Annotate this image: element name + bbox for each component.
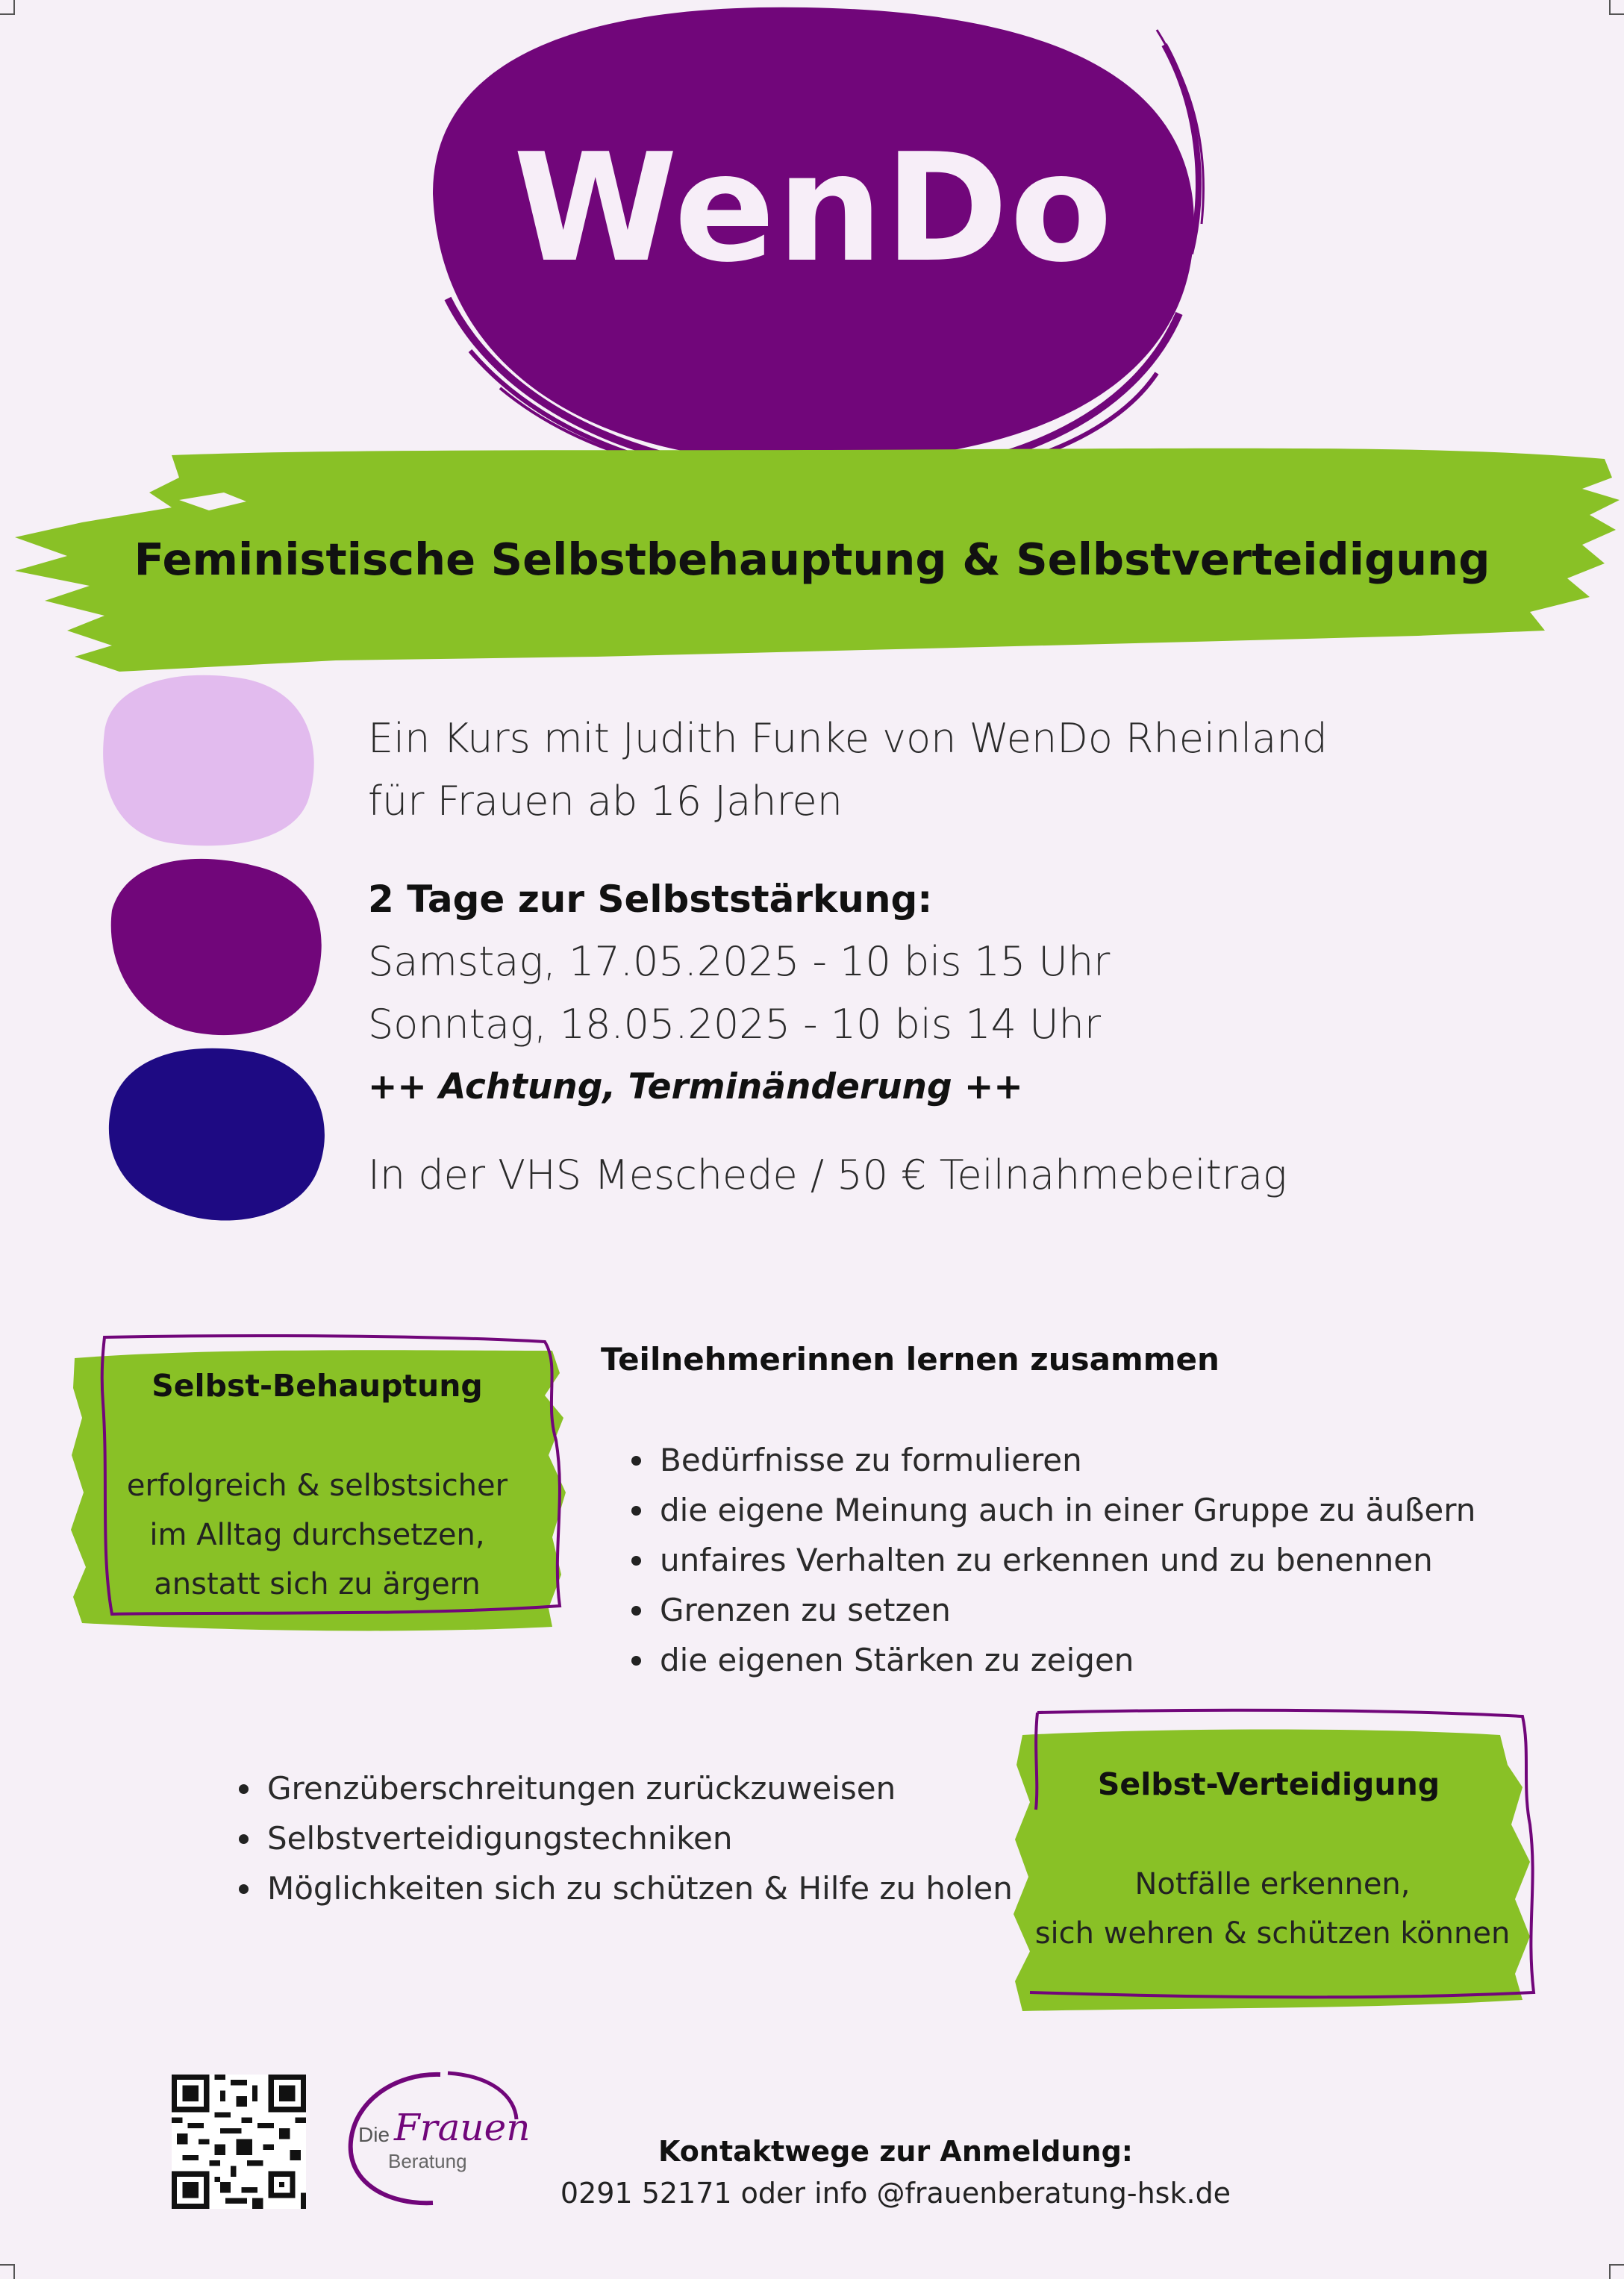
list-item: Grenzen zu setzen <box>631 1585 1475 1635</box>
purple-blob <box>111 859 322 1035</box>
learn-heading: Teilnehmerinnen lernen zusammen <box>601 1341 1219 1378</box>
course-location <box>368 1144 1287 1207</box>
frauenberatung-logo <box>328 2067 537 2209</box>
assertion-line-3: anstatt sich zu ärgern <box>154 1567 481 1601</box>
wendo-logo-text: WenDo <box>513 122 1114 296</box>
assertion-box-title: Selbst-Behauptung <box>152 1368 483 1404</box>
contact-details[interactable]: 0291 52171 oder info @frauenberatung-hsk.de <box>560 2177 1231 2210</box>
navy-blob <box>109 1048 325 1221</box>
date-change-alert: ++ Achtung, Terminänderung ++ <box>368 1066 1023 1107</box>
location-fee: In der VHS Meschede / 50 € Teilnahmebeitrag <box>368 1151 1287 1198</box>
qr-code <box>172 2075 306 2209</box>
banner-title: Feministische Selbstbehauptung & Selbstverteidigung <box>134 534 1490 585</box>
list-item: Selbstverteidigungstechniken <box>239 1813 1013 1863</box>
learn-list <box>631 1435 1475 1685</box>
defense-line-2: sich wehren & schützen können <box>1034 1916 1511 1951</box>
list-item: Möglichkeiten sich zu schützen & Hilfe zu holen <box>239 1863 1013 1913</box>
course-info <box>368 707 1328 833</box>
list-item: Grenzüberschreitungen zurückzuweisen <box>239 1763 1013 1813</box>
list-item: die eigenen Stärken zu zeigen <box>631 1635 1475 1685</box>
days-heading: 2 Tage zur Selbststärkung: <box>368 878 933 921</box>
day-saturday: Samstag, 17.05.2025 - 10 bis 15 Uhr <box>368 938 1111 985</box>
info-instructor: Ein Kurs mit Judith Funke von WenDo Rheinland <box>368 715 1328 762</box>
course-dates <box>368 868 1110 1119</box>
assertion-box-text <box>90 1461 545 1609</box>
day-sunday: Sonntag, 18.05.2025 - 10 bis 14 Uhr <box>368 1001 1102 1048</box>
lavender-blob <box>103 675 314 846</box>
crop-mark-bottom-left <box>0 2264 15 2279</box>
contact-block <box>522 2130 1269 2214</box>
defense-box-title: Selbst-Verteidigung <box>1097 1766 1440 1802</box>
info-audience: für Frauen ab 16 Jahren <box>368 778 843 825</box>
list-item: Bedürfnisse zu formulieren <box>631 1435 1475 1485</box>
crop-mark-top-left <box>0 0 15 15</box>
defense-line-1: Notfälle erkennen, <box>1134 1867 1411 1901</box>
list-item: unfaires Verhalten zu erkennen und zu benennen <box>631 1535 1475 1585</box>
logo-die: Die <box>358 2123 390 2146</box>
contact-title: Kontaktwege zur Anmeldung: <box>658 2135 1133 2168</box>
defense-box-text <box>1022 1860 1522 1958</box>
color-blobs <box>90 664 343 1231</box>
logo-frauen: Frauen <box>394 2106 531 2149</box>
assertion-line-1: erfolgreich & selbstsicher <box>126 1469 508 1503</box>
logo-beratung: Beratung <box>388 2150 467 2172</box>
defense-list <box>239 1763 1013 1913</box>
crop-mark-top-right <box>1609 0 1624 15</box>
crop-mark-bottom-right <box>1609 2264 1624 2279</box>
list-item: die eigene Meinung auch in einer Gruppe zu äußern <box>631 1485 1475 1535</box>
assertion-line-2: im Alltag durchsetzen, <box>149 1518 485 1552</box>
